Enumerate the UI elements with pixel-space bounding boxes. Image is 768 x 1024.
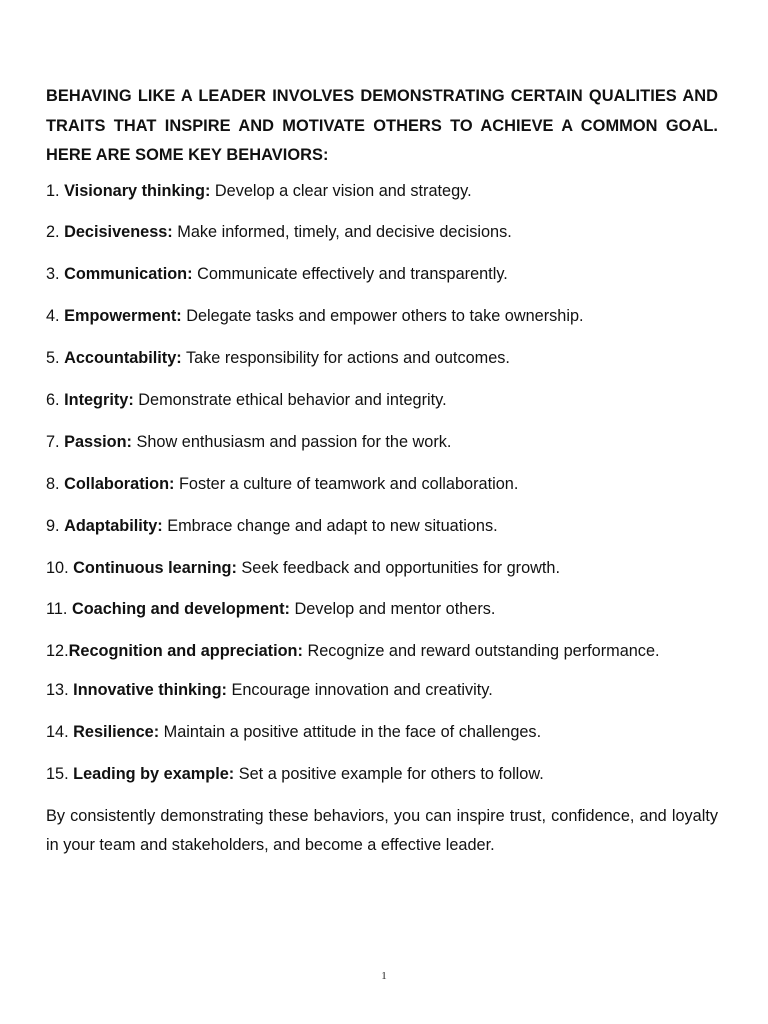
item-description: Communicate effectively and transparently. [192,265,508,284]
item-description: Demonstrate ethical behavior and integrity. [133,390,447,409]
page-number: 1 [381,970,387,982]
item-number: 1. [46,181,65,200]
item-term: Recognition and appreciation: [68,642,303,661]
item-term: Communication: [64,265,193,284]
list-item [46,718,718,747]
list-item [46,260,718,289]
item-number: 3. [46,265,65,284]
item-description: Develop and mentor others. [289,600,496,619]
item-number: 5. [46,349,65,368]
item-number: 2. [46,223,65,242]
item-description: Delegate tasks and empower others to take ownership. [181,307,584,326]
item-description: Take responsibility for actions and outcomes. [181,349,510,368]
item-term: Accountability: [64,349,182,368]
list-item [46,470,718,499]
item-number: 6. [46,390,65,409]
item-number: 4. [46,307,65,326]
item-term: Decisiveness: [64,223,173,242]
document-heading: BEHAVING LIKE A LEADER INVOLVES DEMONSTRATING CERTAIN QUALITIES AND TRAITS THAT INSPIRE AND MOTIVATE OTHERS TO ACHIEVE A COMMON GOAL. HERE ARE SOME KEY BEHAVIORS: [46,87,718,164]
item-description: Set a positive example for others to follow. [234,765,544,784]
item-description: Seek feedback and opportunities for growth. [236,558,560,577]
item-term: Continuous learning: [73,558,237,577]
item-term: Integrity: [64,390,134,409]
item-description: Recognize and reward outstanding performance. [302,642,660,661]
document-page [46,82,718,860]
item-number: 9. [46,516,65,535]
item-description: Develop a clear vision and strategy. [210,181,472,200]
item-number: 15. [46,765,74,784]
item-term: Empowerment: [64,307,182,326]
item-number: 14. [46,723,74,742]
list-item [46,760,718,789]
behaviors-list [46,177,718,790]
item-number: 7. [46,432,65,451]
list-item [46,302,718,331]
list-item [46,386,718,415]
list-item [46,428,718,457]
item-description: Show enthusiasm and passion for the work. [131,432,452,451]
item-term: Leading by example: [73,765,235,784]
item-term: Innovative thinking: [73,681,227,700]
item-term: Coaching and development: [71,600,290,619]
list-item [46,344,718,373]
list-item [46,177,718,206]
closing-paragraph: By consistently demonstrating these behaviors, you can inspire trust, confidence, and loyalty in your team and stakeholders, and become a effective leader. [46,806,718,854]
list-item [46,512,718,541]
item-number: 10. [46,558,74,577]
item-description: Foster a culture of teamwork and collaboration. [174,474,519,493]
item-number: 12. [46,642,69,661]
item-description: Embrace change and adapt to new situations. [162,516,498,535]
list-item [46,554,718,583]
list-item [46,218,718,247]
item-term: Resilience: [73,723,160,742]
item-term: Adaptability: [64,516,163,535]
list-item [46,595,718,624]
item-description: Make informed, timely, and decisive decisions. [172,223,512,242]
item-number: 8. [46,474,65,493]
item-description: Encourage innovation and creativity. [226,681,493,700]
item-description: Maintain a positive attitude in the face of challenges. [159,723,542,742]
item-number: 11. [46,600,72,619]
item-number: 13. [46,681,74,700]
item-term: Collaboration: [64,474,175,493]
list-item [46,676,718,705]
list-item [46,637,718,666]
item-term: Passion: [64,432,132,451]
item-term: Visionary thinking: [64,181,211,200]
